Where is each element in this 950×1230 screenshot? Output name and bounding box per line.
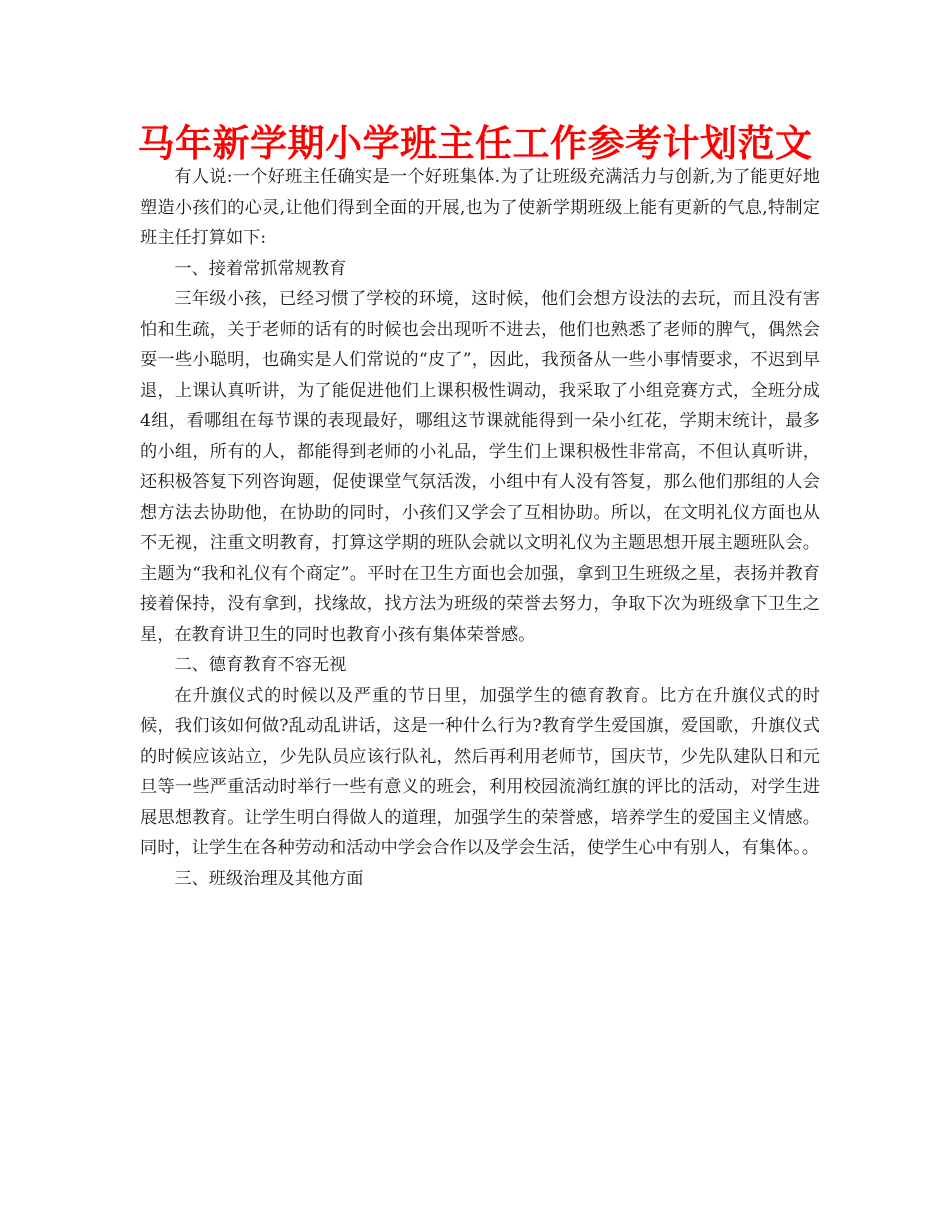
section-heading-3: 三、班级治理及其他方面 bbox=[174, 868, 364, 889]
section-heading-2: 二、德育教育不容无视 bbox=[174, 655, 347, 675]
intro-paragraph: 有人说:一个好班主任确实是一个好班集体.为了让班级充满活力与创新,为了能更好地塑造小孩们的心灵,让他们得到全面的开展,也为了使新学期班级上能有更新的气息,特制定班主任打算如下: bbox=[140, 167, 820, 248]
section-2-paragraph: 在升旗仪式的时候以及严重的节日里，加强学生的德育教育。比方在升旗仪式的时候，我们该如何做?乱动乱讲话，这是一种什么行为?教育学生爱国旗，爱国歌，升旗仪式的时候应该站立，少先队员应该行队礼，然后再利用老师节，国庆节，少先队建队日和元旦等一些严重活动时举行一些有意义的班会，利用校园流淌红旗的评比的活动，对学生进展思想教育。让学生明白得做人的道理，加强学生的荣誉感，培养学生的爱国主义情感。同时，让学生在各种劳动和活动中学会合作以及学会生活，使学生心中有别人，有集体。。 bbox=[140, 685, 820, 858]
section-1-paragraph: 三年级小孩，已经习惯了学校的环境，这时候，他们会想方设法的去玩，而且没有害怕和生疏，关于老师的话有的时候也会出现听不进去，他们也熟悉了老师的脾气，偶然会耍一些小聪明，也确实是人们常说的“皮了”，因此，我预备从一些小事情要求，不迟到早退，上课认真听讲，为了能促进他们上课积极性调动，我采取了小组竞赛方式，全班分成4组，看哪组在每节课的表现最好，哪组这节课就能得到一朵小红花，学期末统计，最多的小组，所有的人，都能得到老师的小礼品，学生们上课积极性非常高，不但认真听讲，还积极答复下列咨询题，促使课堂气氛活泼，小组中有人没有答复，那么他们那组的人会想方法去协助他，在协助的同时，小孩们又学会了互相协助。所以，在文明礼仪方面也从不无视，注重文明教育，打算这学期的班队会就以文明礼仪为主题思想开展主题班队会。主题为“我和礼仪有个商定”。平时在卫生方面也会加强，拿到卫生班级之星，表扬并教育接着保持，没有拿到，找缘故，找方法为班级的荣誉去努力，争取下次为班级拿下卫生之星，在教育讲卫生的同时也教育小孩有集体荣誉感。 bbox=[140, 289, 820, 645]
document-title: 马年新学期小学班主任工作参考计划范文 bbox=[137, 122, 813, 165]
document-body bbox=[140, 162, 820, 894]
section-heading-1: 一、接着常抓常规教育 bbox=[174, 258, 347, 279]
